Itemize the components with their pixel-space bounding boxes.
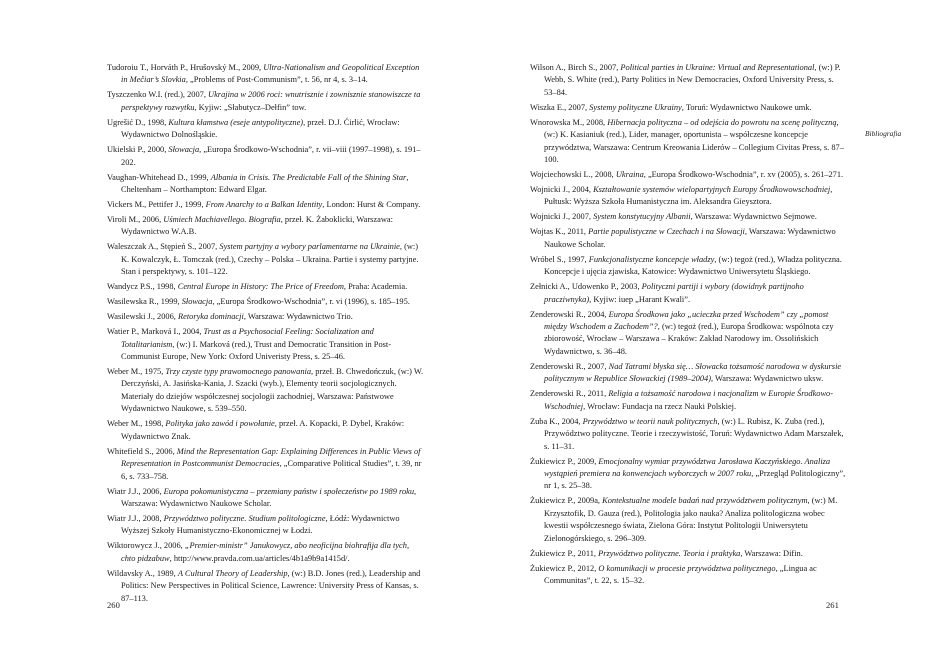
bib-entry: Zenderowski R., 2004, Europa Środkowa jako „ucieczka przed Wschodem” czy „pomost między Wschodem a Zachodem”?, (w:) tegoż (red.), Europa Środkowa: wspólnota czy zbiorowość, Wrocław – Warszawa – Kraków: Zakład Narodowy im. Ossolińskich Wydawnictwo, s. 36–48. bbox=[530, 309, 834, 356]
bib-entry: Żukiewicz P., 2009a, Kontekstualne modele badań nad przywództwem politycznym, (w:) M. Krzysztofik, D. Gauza (red.), Politologia jako nauka? Analiza politologiczna wobec kwestii współczesnego świata, Zielona Góra: Instytut Politologii Uniwersytetu Zielonogórskiego, s. 296–309. bbox=[530, 496, 838, 543]
bib-entry: Wojnicki J., 2007, System konstytucyjny Albanii, Warszawa: Wydawnictwo Sejmowe. bbox=[530, 212, 817, 222]
bib-entry: Wildavsky A., 1989, A Cultural Theory of Leadership, (w:) B.D. Jones (red.), Leadership and Politics: New Perspectives in Political Science, Lawrence: University Press of Kansas, s. 87–113. bbox=[107, 568, 421, 603]
bib-entry: Wiatr J.J., 2006, Europa pokomunistyczna – przemiany państw i społeczeństw po 1989 roku, Warszawa: Wydawnictwo Naukowe Scholar. bbox=[107, 486, 417, 508]
page-number-left: 260 bbox=[107, 600, 120, 610]
bib-entry: Wojciechowski L., 2008, Ukraina, „Europa Środkowo-Wschodnia”, r. xv (2005), s. 261–271. bbox=[530, 170, 844, 180]
bib-entry: Wiszka E., 2007, Systemy polityczne Ukrainy, Toruń: Wydawnictwo Naukowe umk. bbox=[530, 102, 812, 112]
bib-entry: Zenderowski R., 2011, Religia a tożsamość narodowa i nacjonalizm w Europie Środkowo-Wschodniej, Wrocław: Fundacja na rzecz Nauki Polskiej. bbox=[530, 389, 834, 411]
page-number-right: 261 bbox=[826, 600, 839, 610]
bib-entry: Vickers M., Pettifer J., 1999, From Anarchy to a Balkan Identity, London: Hurst & Company. bbox=[107, 200, 421, 210]
bib-entry: Wasilewska R., 1999, Słowacja, „Europa Środkowo-Wschodnia”, r. vi (1996), s. 185–195. bbox=[107, 297, 410, 307]
right-page-bibliography bbox=[530, 62, 848, 590]
bib-entry: Wojnicki J., 2004, Kształtowanie systemów wielopartyjnych Europy Środkowowschodniej, Pułtusk: Wyższa Szkoła Humanistyczna im. Aleksandra Gieysztora. bbox=[530, 185, 833, 207]
bib-entry: Ugrešić D., 1998, Kultura kłamstwa (eseje antypolityczne), przeł. D.J. Ćirlić, Wrocław: Wydawnictwo Dolnośląskie. bbox=[107, 117, 400, 140]
bib-entry: Wilson A., Birch S., 2007, Political parties in Ukraine: Virtual and Representational, (w:) P. Webb, S. White (red.), Party Politics in New Democracies, Oxford University Press, s. 53–84. bbox=[530, 63, 841, 97]
bib-entry: Ukielski P., 2000, Słowacja, „Europa Środkowo-Wschodnia”, r. vii–viii (1997–1998), s. 191–202. bbox=[107, 145, 421, 167]
bib-entry: Zuba K., 2004, Przywództwo w teorii nauk politycznych, (w:) L. Rubisz, K. Zuba (red.), Przywództwo polityczne. Teorie i rzeczywistość, Toruń: Wydawnictwo Adam Marszałek, s. 11–31. bbox=[530, 416, 844, 451]
bib-entry: Wnorowska M., 2008, Hibernacja polityczna – od odejścia do powrotu na scenę polityczną, (w:) K. Kasianiuk (red.), Lider, manager, oportunista – współczesne koncepcje przywództwa, Warszawa: Centrum Kreowania Liderów – Collegium Civitas Press, s. 87–100. bbox=[530, 117, 844, 165]
bib-entry: Żukiewicz P., 2011, Przywództwo polityczne. Teoria i praktyka, Warszawa: Difin. bbox=[530, 548, 803, 558]
running-head: Bibliografia bbox=[865, 129, 902, 138]
bib-entry: Wiatr J.J., 2008, Przywództwo polityczne. Studium politologiczne, Łódź: Wydawnictwo Wyższej Szkoły Humanistyczno-Ekonomicznej w Łodzi. bbox=[107, 513, 400, 536]
bib-entry: Vaughan-Whitehead D., 1999, Albania in Crisis. The Predictable Fall of the Shining Star, Cheltenham – Northampton: Edward Elgar. bbox=[107, 172, 409, 195]
bib-entry: Watier P., Marková I., 2004, Trust as a Psychosocial Feeling: Socialization and Totalitarianism, (w:) I. Marková (red.), Trust and Democratic Transition in Post-Communist Europe, New York: Oxford Univeristy Press, s. 25–46. bbox=[107, 327, 392, 362]
bib-entry: Tudoroiu T., Horváth P., Hrušovský M., 2009, Ultra-Nationalism and Geopolitical Exception in Mečiar’s Slovkia, „Problems of Post-Communism”, t. 56, nr 4, s. 3–14. bbox=[107, 63, 420, 85]
bib-entry: Tyszczenko W.I. (red.), 2007, Ukrajina w 2006 roci: wnutrisznie i zownisznie stanowiszcze ta perspektywy rozwytku, Kyjiw: „Słabutycz–Dełfin” tow. bbox=[107, 90, 421, 112]
bib-entry: Wandycz P.S., 1998, Central Europe in History: The Price of Freedom, Praha: Academia. bbox=[107, 282, 408, 292]
bib-entry: Zełnicki A., Udowenko P., 2003, Polityczni partiji i wybory (dowidnyk partijnoho pracziwnyka), Kyjiw: iuep „Harant Kwali”. bbox=[530, 282, 804, 304]
bib-entry: Wróbel S., 1997, Funkcjonalistyczne koncepcje władzy, (w:) tegoż (red.), Władza polityczna. Koncepcje i ujęcia zjawiska, Katowice: Wydawnictwo Uniwersytetu Śląskiego. bbox=[530, 254, 842, 277]
bib-entry: Wasilewski J., 2006, Retoryka dominacji, Warszawa: Wydawnictwo Trio. bbox=[107, 312, 353, 322]
bib-entry: Żukiewicz P., 2012, O komunikacji w procesie przywództwa politycznego, „Lingua ac Communitas”, t. 22, s. 15–32. bbox=[530, 563, 817, 585]
bib-entry: Weber M., 1975, Trzy czyste typy prawomocnego panowania, przeł. B. Chwedończuk, (w:) W. Derczyński, A. Jasińska-Kania, J. Szacki (wyb.), Elementy teorii socjologicznych. Materiały do dziejów współczesnej socjologii zachodniej, Warszawa: Państwowe Wydawnictwo Naukowe, s. 539–550. bbox=[107, 367, 424, 414]
bib-entry: Wiktorowycz J., 2006, „Premier-ministr” Janukowycz, abo neoficijna biohrafija dla tych, chto pidzabuw, http://www.pravda.com.ua/articles/4b1a9b9a1415d/. bbox=[107, 541, 410, 563]
bib-entry: Zenderowski R., 2007, Nad Tatrami błyska się… Słowacka tożsamość narodowa w dyskursie politycznym w Republice Słowackiej (1989–2004), Warszawa: Wydawnictwo uksw. bbox=[530, 361, 842, 384]
bib-entry: Waleszczak A., Stępień S., 2007, System partyjny a wybory parlamentarne na Ukrainie, (w:) K. Kowalczyk, Ł. Tomczak (red.), Czechy – Polska – Ukraina. Partie i systemy partyjne. Stan i perspektywy, s. 101–122. bbox=[107, 242, 419, 277]
bib-entry: Whitefield S., 2006, Mind the Representation Gap: Explaining Differences in Public Views of Representation in Postcommunist Democracies, „Comparative Political Studies”, t. 39, nr 6, s. 733–758. bbox=[107, 446, 422, 481]
bib-entry: Żukiewicz P., 2009, Emocjonalny wymiar przywództwa Jarosława Kaczyńskiego. Analiza wystąpień premiera na konwencjach wyborczych w 2007 roku, „Przegląd Politologiczny”, nr 1, s. 25–38. bbox=[530, 456, 846, 491]
bib-entry: Wojtas K., 2011, Partie populistyczne w Czechach i na Słowacji, Warszawa: Wydawnictwo Naukowe Scholar. bbox=[530, 227, 836, 249]
bib-entry: Viroli M., 2006, Uśmiech Machiavellego. Biografia, przeł. K. Żaboklicki, Warszawa: Wydawnictwo W.A.B. bbox=[107, 215, 393, 237]
bib-entry: Weber M., 1998, Polityka jako zawód i powołanie, przeł. A. Kopacki, P. Dybel, Kraków: Wydawnictwo Znak. bbox=[107, 419, 405, 441]
left-page-bibliography bbox=[107, 62, 425, 608]
